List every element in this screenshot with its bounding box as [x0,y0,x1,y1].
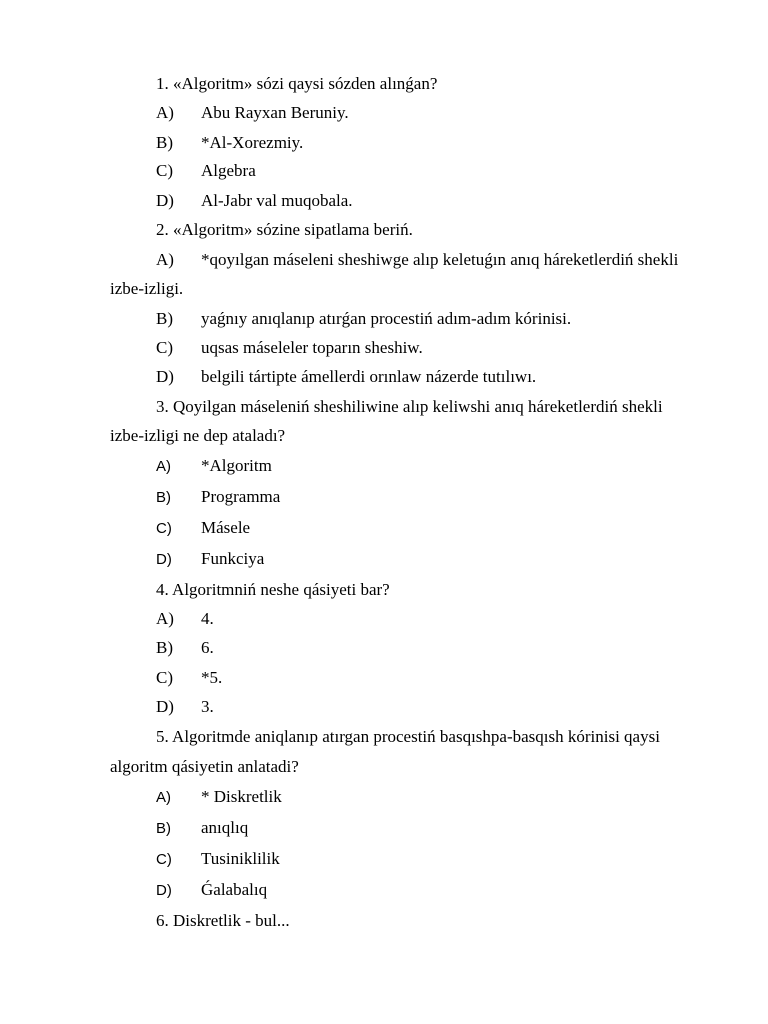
question-2-option-d-text: belgili tártipte ámellerdi orınlaw názerde tutılıwı. [201,367,537,386]
question-3-option-c-text: Másele [201,518,251,537]
question-5-option-b-letter: B) [156,820,171,837]
question-4-option-d-letter: D) [156,697,174,716]
question-2-option-a-letter: A) [156,250,174,269]
question-4-option-a-letter: A) [156,609,174,628]
question-6-text: 6. Diskretlik - bul... [156,911,290,930]
question-5-continuation: algoritm qásiyetin anlatadi? [110,757,299,776]
question-5-option-c-text: Tusiniklilik [201,849,280,868]
question-4-option-b-text: 6. [201,638,214,657]
question-1-option-d-letter: D) [156,191,174,210]
question-1-option-d-text: Al-Jabr val muqobala. [201,191,353,210]
question-5-option-c-letter: C) [156,851,172,868]
question-2-option-a-text: *qoyılgan máseleni sheshiwge alıp keletuǵın anıq háreketlerdiń shekli [201,250,679,269]
question-3-continuation: izbe-izligi ne dep ataladı? [110,426,286,445]
question-2-option-b-text: yaǵnıy anıqlanıp atırǵan procestiń adım-adım kórinisi. [201,309,572,328]
question-1-option-c-letter: C) [156,161,173,180]
question-3-option-d-letter: D) [156,551,172,568]
question-2-text: 2. «Algoritm» sózine sipatlama beriń. [156,220,413,239]
question-4-text: 4. Algoritmniń neshe qásiyeti bar? [156,580,390,599]
question-4-option-a-text: 4. [201,609,214,628]
question-4-option-b-letter: B) [156,638,173,657]
question-5-option-a-letter: A) [156,789,171,806]
question-3-option-a-text: *Algoritm [201,456,272,475]
question-3-option-d-text: Funkciya [201,549,265,568]
question-1-option-b-text: *Al-Xorezmiy. [201,133,304,152]
question-4-option-c-text: *5. [201,668,223,687]
question-3-text: 3. Qoyilgan máseleniń sheshiliwine alıp keliwshi anıq háreketlerdiń shekli [156,397,663,416]
question-5-option-a-text: * Diskretlik [201,787,282,806]
question-1-text: 1. «Algoritm» sózi qaysi sózden alınǵan? [156,74,438,93]
question-1-option-a-letter: A) [156,103,174,122]
question-5-option-b-text: anıqlıq [201,818,249,837]
question-1-option-a-text: Abu Rayxan Beruniy. [201,103,349,122]
question-5-option-d-letter: D) [156,882,172,899]
question-1-option-c-text: Algebra [201,161,256,180]
question-3-option-b-text: Programma [201,487,281,506]
question-1-option-b-letter: B) [156,133,173,152]
question-2-option-c-letter: C) [156,338,173,357]
question-2-option-d-letter: D) [156,367,174,386]
question-4-option-d-text: 3. [201,697,214,716]
question-3-option-b-letter: B) [156,489,171,506]
question-5-text: 5. Algoritmde aniqlanıp atırgan procestiń basqıshpa-basqısh kórinisi qaysi [156,727,660,746]
question-4-option-c-letter: C) [156,668,173,687]
question-3-option-a-letter: A) [156,458,171,475]
question-5-option-d-text: Ǵalabalıq [201,880,268,899]
question-2-option-a-continuation: izbe-izligi. [110,279,184,298]
question-2-option-c-text: uqsas máseleler toparın sheshiw. [201,338,423,357]
question-3-option-c-letter: C) [156,520,172,537]
question-2-option-b-letter: B) [156,309,173,328]
